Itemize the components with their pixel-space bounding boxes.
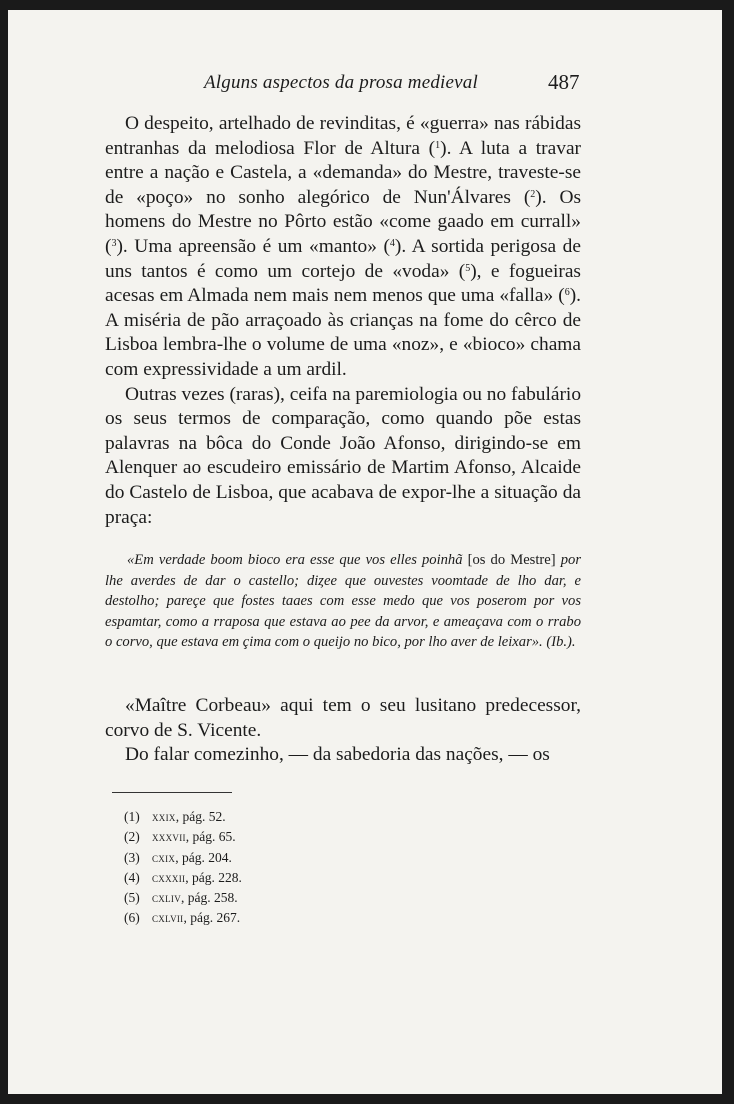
footnote-marker: 2 [530, 188, 536, 200]
footnote-marker: 6 [564, 287, 570, 299]
footnote-1 [124, 807, 424, 827]
chapter-numeral: cxlvii [152, 910, 184, 926]
book-page [8, 10, 722, 1094]
quote-bracket: [os do Mestre] [467, 552, 556, 568]
chapter-numeral: xxxvii [152, 829, 186, 845]
quote-text [105, 550, 581, 653]
footnote-2 [124, 827, 424, 847]
footnote-5 [124, 888, 424, 908]
text-run: O despeito, artelhado de revinditas, é «guerra» nas rábidas entranhas da melodiosa Flor de Altura ( [105, 113, 581, 159]
footnote-4 [124, 868, 424, 888]
footnote-page: , pág. 228. [185, 869, 242, 885]
footnote-page: , pág. 52. [175, 809, 226, 824]
footnote-ref: (1) [124, 809, 140, 824]
running-title: Alguns aspectos da prosa medieval [204, 72, 478, 93]
page-header [8, 68, 722, 98]
text-run: ). A miséria de pão arraçoado às crianças na fome do cêrco de Lisboa lembra-lhe o volume de uma «noz», e «bioco» chama com expressividade a um ardil. [105, 285, 581, 380]
main-text [105, 112, 581, 530]
chapter-numeral: cxxxii [152, 869, 186, 885]
footnote-rule [112, 792, 232, 793]
footnote-ref: (3) [124, 849, 140, 865]
page-number: 487 [548, 70, 580, 94]
footnote-ref: (5) [124, 890, 140, 906]
footnote-page: , pág. 258. [181, 890, 238, 906]
paragraph-4: Do falar comezinho, — da sabedoria das nações, — os [125, 744, 550, 766]
quote-run: por lhe averdes de dar o castello; diȥee que ouvestes voomtade de lho dar, e destolho; pareçe que fostes taaes com esse medo que vos poserom por vos espamtar, como a rraposa que estava ao pee da arvor, e ameaçava com o rrabo o corvo, que estava em çima com o queijo no bico, por lho aver de leixar». (Ib.). [105, 552, 581, 651]
footnote-marker: 4 [389, 237, 395, 249]
footnote-ref: (2) [124, 829, 140, 845]
paragraph-2: Outras vezes (raras), ceifa na paremiologia ou no fabulário os seus termos de comparação, como quando põe estas palavras na bôca do Conde João Afonso, dirigindo-se em Alenquer ao escudeiro emissário de Martim Afonso, Alcaide do Castelo de Lisboa, que acabava de expor-lhe a situação da praça: [105, 383, 582, 528]
footnote-ref: (6) [124, 910, 140, 926]
footnote-page: , pág. 204. [175, 849, 232, 865]
footnotes [124, 807, 424, 929]
footnote-marker: 1 [435, 139, 441, 151]
block-quote [105, 550, 581, 653]
chapter-numeral: cxix [152, 849, 176, 865]
footnote-marker: 3 [111, 237, 117, 249]
paragraph-3: «Maître Corbeau» aqui tem o seu lusitano predecessor, corvo de S. Vicente. [105, 695, 581, 741]
text-run: ). A sortida perigosa de uns tantos é como um cortejo de «voda» ( [105, 235, 581, 282]
footnote-6 [124, 908, 424, 928]
quote-run: «Em verdade boom bioco era esse que vos elles poinhã [127, 552, 468, 568]
footnote-page: , pág. 267. [183, 910, 241, 926]
continuation-text [105, 694, 581, 768]
text-run: ). Uma apreensão é um «manto» ( [116, 235, 390, 257]
text-run: ). A luta a travar entre a nação e Castela, a «demanda» do Mestre, traveste-se de «poço» no sonho alegórico de Nun'Álvares ( [105, 137, 582, 208]
text-run: ), e fogueiras acesas em Almada nem mais nem menos que uma «falla» ( [105, 260, 581, 307]
chapter-numeral: cxliv [152, 890, 181, 906]
footnote-3 [124, 848, 424, 868]
footnote-marker: 5 [465, 262, 471, 274]
text-run: ). Os homens do Mestre no Pôrto estão «come gaado em currall» ( [105, 186, 582, 257]
paragraph-1 [105, 112, 581, 383]
chapter-numeral: xxix [152, 809, 176, 824]
footnote-ref: (4) [124, 869, 140, 885]
footnote-page: , pág. 65. [185, 829, 236, 845]
